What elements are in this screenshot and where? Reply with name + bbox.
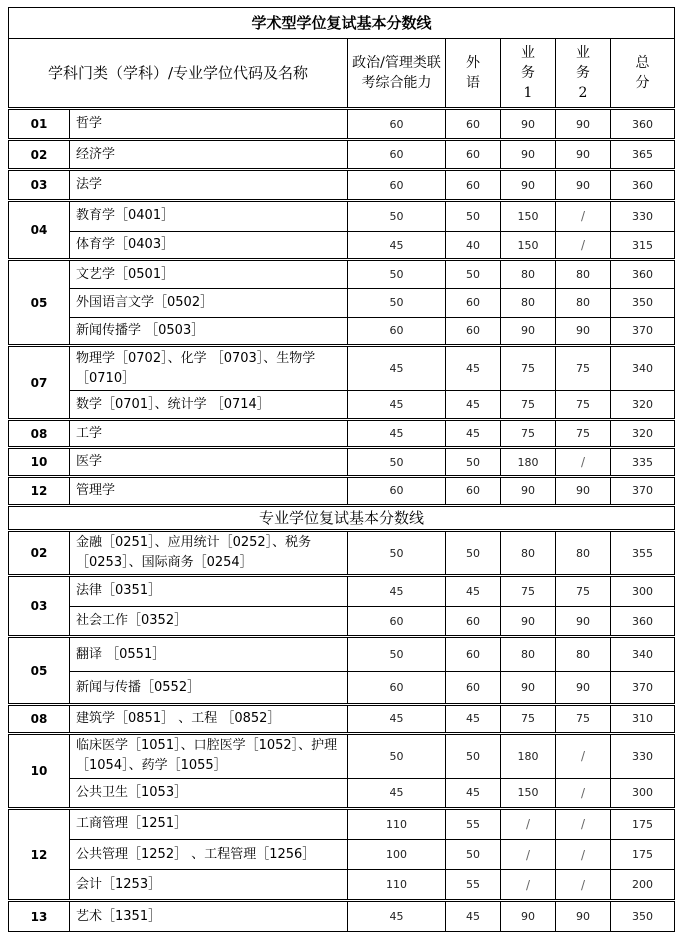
discipline-code: 13 [9,901,70,932]
score-foreign: 45 [446,419,501,448]
table-row [9,809,675,840]
score-course2: / [556,809,611,840]
score-course1: 150 [501,778,556,809]
score-foreign: 50 [446,260,501,289]
score-course2: 80 [556,637,611,672]
score-course2: / [556,870,611,901]
score-course1: 90 [501,109,556,140]
discipline-name: 建筑学［0851］ 、工程 ［0852］ [70,704,348,733]
score-total: 335 [611,448,675,477]
score-total: 315 [611,231,675,260]
discipline-code: 08 [9,419,70,448]
table-row [9,901,675,932]
score-politics: 60 [348,477,446,506]
score-total: 175 [611,809,675,840]
discipline-name: 金融［0251］、应用统计［0252］、税务［0253］、国际商务［0254］ [70,531,348,576]
header-politics: 政治/管理类联考综合能力 [348,38,446,109]
discipline-name: 社会工作［0352］ [70,606,348,637]
score-course2: 75 [556,576,611,607]
header-course1: 业务1 [501,38,556,109]
table-row [9,346,675,391]
score-politics: 45 [348,346,446,391]
table-row [9,839,675,870]
score-course1: 90 [501,672,556,705]
discipline-name: 管理学 [70,477,348,506]
score-course1: 90 [501,170,556,201]
score-course2: 75 [556,419,611,448]
discipline-name: 法学 [70,170,348,201]
score-course1: 75 [501,391,556,420]
score-politics: 45 [348,391,446,420]
score-foreign: 50 [446,733,501,778]
score-foreign: 50 [446,839,501,870]
score-course2: / [556,733,611,778]
score-politics: 45 [348,576,446,607]
score-course1: 80 [501,289,556,318]
score-foreign: 50 [446,201,501,232]
table-row [9,477,675,506]
score-total: 365 [611,139,675,170]
table-row [9,672,675,705]
score-course1: 75 [501,419,556,448]
score-course2: / [556,839,611,870]
score-course2: 75 [556,704,611,733]
score-course2: / [556,778,611,809]
score-course2: 80 [556,531,611,576]
discipline-name: 工学 [70,419,348,448]
score-course2: 75 [556,391,611,420]
score-politics: 45 [348,901,446,932]
score-politics: 50 [348,289,446,318]
table-row [9,201,675,232]
score-foreign: 60 [446,606,501,637]
score-total: 340 [611,346,675,391]
score-total: 300 [611,778,675,809]
table-row [9,419,675,448]
score-course1: / [501,870,556,901]
discipline-name: 教育学［0401］ [70,201,348,232]
score-total: 320 [611,391,675,420]
discipline-code: 05 [9,637,70,704]
score-politics: 50 [348,448,446,477]
discipline-name: 医学 [70,448,348,477]
score-course1: / [501,839,556,870]
table-row [9,606,675,637]
header-name: 学科门类（学科）/专业学位代码及名称 [9,38,348,109]
discipline-name: 新闻与传播［0552］ [70,672,348,705]
score-course1: 75 [501,576,556,607]
table-row [9,170,675,201]
score-course2: 90 [556,606,611,637]
table-row [9,289,675,318]
score-foreign: 45 [446,901,501,932]
score-course1: 150 [501,201,556,232]
discipline-name: 数学［0701］、统计学 ［0714］ [70,391,348,420]
professional-section-title: 专业学位复试基本分数线 [9,505,675,531]
score-politics: 45 [348,231,446,260]
score-politics: 60 [348,672,446,705]
score-course2: 90 [556,477,611,506]
table-row [9,637,675,672]
score-course2: 75 [556,346,611,391]
table-row [9,778,675,809]
discipline-name: 哲学 [70,109,348,140]
discipline-name: 工商管理［1251］ [70,809,348,840]
score-course2: 90 [556,901,611,932]
score-course2: 90 [556,672,611,705]
score-foreign: 50 [446,531,501,576]
discipline-name: 物理学［0702］、化学 ［0703］、生物学［0710］ [70,346,348,391]
score-course2: 90 [556,139,611,170]
discipline-code: 05 [9,260,70,346]
discipline-name: 会计［1253］ [70,870,348,901]
score-total: 370 [611,477,675,506]
score-foreign: 45 [446,391,501,420]
score-foreign: 60 [446,139,501,170]
score-foreign: 45 [446,778,501,809]
score-foreign: 45 [446,346,501,391]
score-politics: 45 [348,778,446,809]
score-course1: 75 [501,704,556,733]
score-course1: 150 [501,231,556,260]
table-row [9,391,675,420]
score-total: 310 [611,704,675,733]
table-row [9,109,675,140]
score-course1: 180 [501,448,556,477]
score-total: 340 [611,637,675,672]
score-total: 175 [611,839,675,870]
score-politics: 50 [348,201,446,232]
score-foreign: 45 [446,576,501,607]
table-row [9,531,675,576]
discipline-code: 07 [9,346,70,420]
discipline-name: 临床医学［1051］、口腔医学［1052］、护理［1054］、药学［1055］ [70,733,348,778]
score-total: 330 [611,733,675,778]
score-total: 360 [611,170,675,201]
score-table [8,7,675,932]
academic-section-title: 学术型学位复试基本分数线 [9,8,675,39]
score-politics: 45 [348,704,446,733]
discipline-code: 01 [9,109,70,140]
table-row [9,448,675,477]
score-course1: 90 [501,317,556,346]
score-foreign: 60 [446,477,501,506]
score-course1: 90 [501,139,556,170]
score-total: 370 [611,317,675,346]
discipline-code: 12 [9,477,70,506]
score-politics: 60 [348,317,446,346]
score-total: 320 [611,419,675,448]
discipline-name: 新闻传播学 ［0503］ [70,317,348,346]
score-politics: 100 [348,839,446,870]
score-course2: / [556,201,611,232]
score-foreign: 50 [446,448,501,477]
score-politics: 110 [348,809,446,840]
discipline-name: 外国语言文学［0502］ [70,289,348,318]
score-politics: 60 [348,139,446,170]
table-row [9,260,675,289]
score-course2: 90 [556,109,611,140]
score-foreign: 45 [446,704,501,733]
header-total: 总分 [611,38,675,109]
discipline-name: 翻译 ［0551］ [70,637,348,672]
header-course2: 业务2 [556,38,611,109]
score-course1: 80 [501,637,556,672]
score-course1: 90 [501,606,556,637]
score-course2: 90 [556,170,611,201]
score-course1: 180 [501,733,556,778]
table-row [9,576,675,607]
score-foreign: 60 [446,637,501,672]
score-course2: 80 [556,289,611,318]
score-politics: 50 [348,733,446,778]
discipline-code: 10 [9,448,70,477]
score-total: 200 [611,870,675,901]
discipline-code: 10 [9,733,70,809]
score-course2: 80 [556,260,611,289]
score-politics: 60 [348,170,446,201]
discipline-code: 04 [9,201,70,260]
score-politics: 50 [348,531,446,576]
discipline-code: 02 [9,531,70,576]
score-course1: 80 [501,260,556,289]
discipline-code: 12 [9,809,70,901]
score-total: 300 [611,576,675,607]
score-total: 330 [611,201,675,232]
score-politics: 50 [348,637,446,672]
score-foreign: 55 [446,809,501,840]
score-foreign: 60 [446,289,501,318]
table-row [9,733,675,778]
table-row [9,870,675,901]
discipline-name: 法律［0351］ [70,576,348,607]
score-total: 360 [611,606,675,637]
score-total: 350 [611,289,675,318]
discipline-name: 文艺学［0501］ [70,260,348,289]
score-course1: / [501,809,556,840]
table-row [9,231,675,260]
score-course1: 90 [501,477,556,506]
score-politics: 60 [348,606,446,637]
score-total: 355 [611,531,675,576]
score-course2: / [556,448,611,477]
table-row [9,317,675,346]
discipline-name: 体育学［0403］ [70,231,348,260]
score-foreign: 60 [446,317,501,346]
score-politics: 60 [348,109,446,140]
discipline-name: 公共卫生［1053］ [70,778,348,809]
score-course2: / [556,231,611,260]
score-politics: 110 [348,870,446,901]
score-foreign: 60 [446,170,501,201]
score-course2: 90 [556,317,611,346]
score-politics: 50 [348,260,446,289]
discipline-name: 艺术［1351］ [70,901,348,932]
score-course1: 80 [501,531,556,576]
score-foreign: 55 [446,870,501,901]
score-course1: 90 [501,901,556,932]
discipline-name: 经济学 [70,139,348,170]
discipline-code: 02 [9,139,70,170]
discipline-code: 03 [9,576,70,637]
discipline-code: 03 [9,170,70,201]
score-total: 360 [611,260,675,289]
score-table-container [8,7,674,932]
score-total: 350 [611,901,675,932]
discipline-name: 公共管理［1252］ 、工程管理［1256］ [70,839,348,870]
score-course1: 75 [501,346,556,391]
table-row [9,139,675,170]
header-row [9,38,675,109]
score-politics: 45 [348,419,446,448]
score-foreign: 60 [446,672,501,705]
header-foreign: 外语 [446,38,501,109]
discipline-code: 08 [9,704,70,733]
score-foreign: 60 [446,109,501,140]
score-total: 370 [611,672,675,705]
score-foreign: 40 [446,231,501,260]
score-total: 360 [611,109,675,140]
table-row [9,704,675,733]
